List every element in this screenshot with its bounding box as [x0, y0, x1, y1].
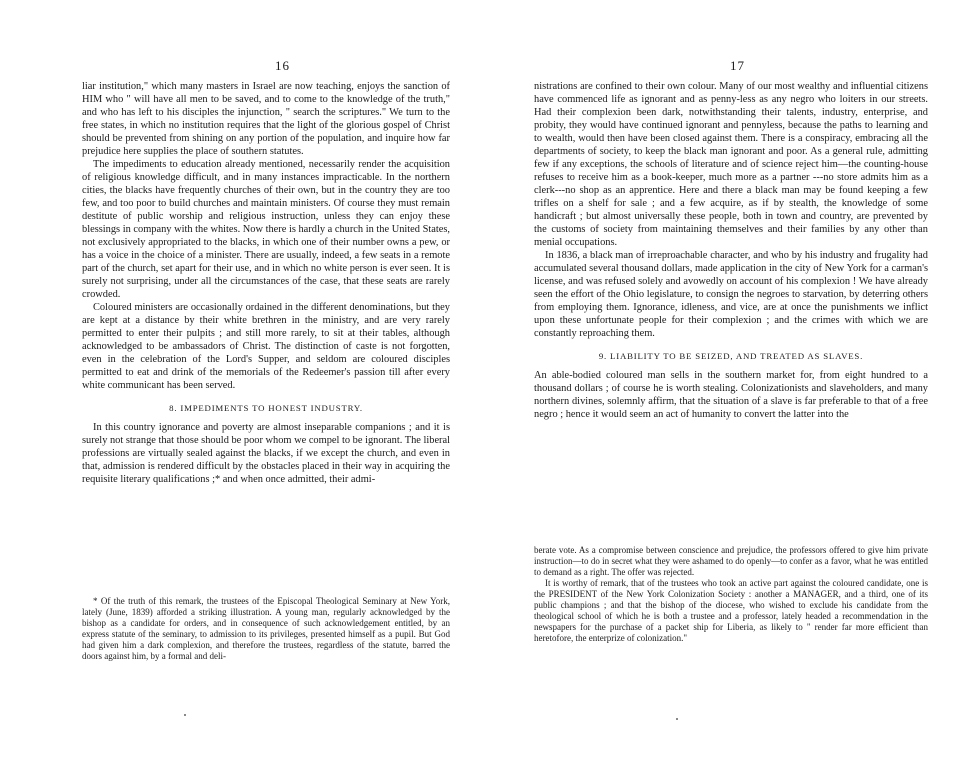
right-page	[490, 0, 980, 757]
paragraph: In this country ignorance and poverty are almost inseparable companions ; and it is surely not strange that those should be poor whom we compel to be ignorant. The liberal professions are virtually sealed against the blacks, if we except the church, and even in that, admission is rendered difficult by the obstacles placed in their way in acquiring the requisite literary qualifications ;* and when once admitted, their admi-	[82, 422, 451, 485]
footnote	[534, 545, 928, 644]
footnote-text: * Of the truth of this remark, the trustees of the Episcopal Theological Seminary at New York, lately (June, 1839) afforded a striking illustration. A young man, regularly acknowledged by the bishop as a candidate for orders, and in consequence of such acknowledgement entitled, by an express statute of the seminary, to admission to its privileges, presented himself as a pupil. But God had given him a dark complexion, and therefore the trustees, regardless of the statute, barred the doors against him, by a formal and deli-	[82, 596, 450, 661]
footnote	[82, 596, 450, 662]
paragraph: nistrations are confined to their own colour. Many of our most wealthy and influential citizens have commenced life as ignorant and as penny-less as any negro who loiters in our streets. Had their complexion been dark, notwithstanding their talents, industry, enterprise, and probity, they would have continued ignorant and pennyless, because the paths to learning and to wealth, would then have been closed against them. There is a conspiracy, embracing all the departments of society, to keep the black man ignorant and poor. As a general rule, admitting few if any exceptions, the schools of literature and of science reject him—the counting-house refuses to receive him as a book-keeper, much more as a partner ---no store admits him as a clerk---no shop as an apprentice. Here and there a black man may be found keeping a few trifles on a shelf for sale ; and a few acquire, as if by stealth, the knowledge of some handicraft ; but almost universally these people, both in town and country, are prevented by the customs of society from maintaining themselves and their families by any other than menial occupations.	[534, 81, 928, 248]
section-heading: 9. LIABILITY TO BE SEIZED, AND TREATED AS SLAVES.	[598, 351, 864, 361]
paragraph: An able-bodied coloured man sells in the southern market for, from eight hundred to a thousand dollars ; of course he is worth stealing. Colonizationists and slaveholders, and many northern divines, solemnly affirm, that the situation of a slave is far preferable to that of a free negro ; hence it would seem an act of humanity to convert the latter into the	[534, 370, 928, 420]
scan-speck	[676, 718, 678, 720]
footnote-text: It is worthy of remark, that of the trustees who took an active part against the coloured candidate, one is the PRESIDENT of the New York Colonization Society : another a MANAGER, and a third, one of its public champions ; and that the bishop of the diocese, who wished to exclude his candidate from the theological school of which he is both a trustee and a professor, lately headed a recommendation in the newspapers for the purchase of a packet ship for Liberia, as likely to " render far more efficient than heretofore, the enterprize of colonization."	[534, 578, 928, 643]
main-text	[82, 80, 450, 486]
section-heading: 8. IMPEDIMENTS TO HONEST INDUSTRY.	[169, 403, 363, 413]
scan-speck	[184, 714, 186, 716]
paragraph: In 1836, a black man of irreproachable character, and who by his industry and frugality had accumulated several thousand dollars, made application in the city of New York for a carman's license, and was refused solely and avowedly on account of his complexion ! We have already seen the effort of the Ohio legislature, to consign the negroes to starvation, by deterring others from employing them. Ignorance, idleness, and vice, are at once the punishments we inflict upon these unfortunate people for their complexion ; and the crimes with which we are constantly reproaching them.	[534, 250, 928, 339]
paragraph: liar institution," which many masters in Israel are now teaching, enjoys the sanction of HIM who " will have all men to be saved, and to come to the knowledge of the truth," and who has left to his disciples the injunction, " search the scriptures." We turn to the free states, in which no institution requires that the light of the glorious gospel of Christ should be prevented from shining on any portion of the population, and inquire how far prejudice here supplies the place of southern statutes.	[82, 81, 450, 157]
page-number: 17	[730, 58, 745, 73]
footnote-text: berate vote. As a compromise between conscience and prejudice, the professors offered to give him private instruction—to do in secret what they were ashamed to do openly—to confer as a favor, what he was entitled to demand as a right. The offer was rejected.	[534, 545, 928, 577]
paragraph: The impediments to education already mentioned, necessarily render the acquisition of religious knowledge difficult, and in many instances impracticable. In the northern cities, the blacks have frequently churches of their own, but in the country they are too few, and too poor to build churches and maintain ministers. Of course they must remain destitute of public worship and religious instruction, unless they can enjoy these blessings in company with the whites. Now there is hardly a church in the United States, not exclusively appropriated to the blacks, in which one of their number owns a pew, or has a voice in the choice of a minister. There are usually, indeed, a few seats in a remote part of the church, set apart for their use, and in which no white person is ever seen. It is surely not surprising, under all the circumstances of the case, that these seats are rarely crowded.	[82, 159, 450, 300]
paragraph: Coloured ministers are occasionally ordained in the different denominations, but they are kept at a distance by their white brethren in the ministry, and are very rarely permitted to enter their pulpits ; and still more rarely, to sit at their tables, although acknowledged to be ambassadors of Christ. The distinction of caste is not forgotten, even in the celebration of the Lord's Supper, and seldom are coloured disciples permitted to eat and drink of the memorials of the Redeemer's passion till after every white communicant has been served.	[82, 302, 450, 391]
page-number: 16	[275, 58, 290, 73]
main-text	[534, 80, 928, 421]
